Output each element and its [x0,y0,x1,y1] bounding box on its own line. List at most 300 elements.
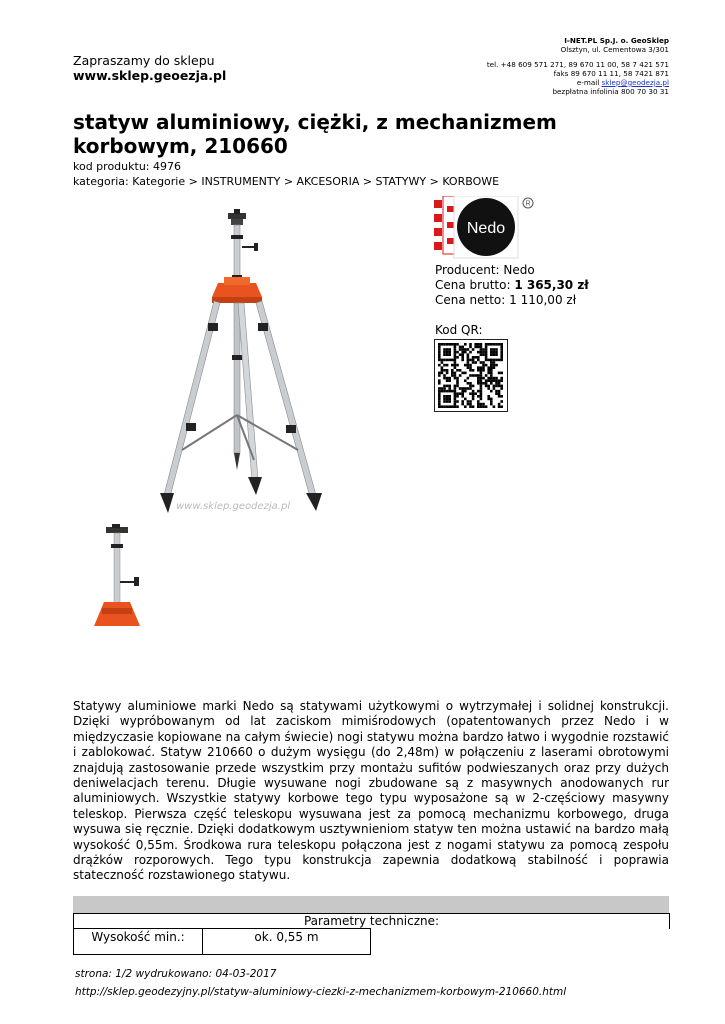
watermark: www.sklep.geodezja.pl [176,501,291,512]
qr-module [467,361,470,364]
qr-module [438,372,441,375]
qr-module [446,343,449,346]
qr-module [474,374,477,377]
qr-module [459,387,462,390]
qr-module [461,392,464,395]
qr-module [446,353,449,356]
qr-module [438,364,441,367]
qr-module [459,348,462,351]
qr-module [480,395,483,398]
qr-module [467,366,470,369]
qr-module [448,353,451,356]
qr-module [495,353,498,356]
qr-module [469,374,472,377]
qr-module [498,390,501,393]
qr-module [477,346,480,349]
qr-module [500,377,503,380]
qr-module [498,392,501,395]
qr-module [490,400,493,403]
qr-module [480,366,483,369]
qr-module [448,359,451,362]
qr-module [454,372,457,375]
qr-module [438,374,441,377]
qr-module [487,379,490,382]
qr-module [477,395,480,398]
qr-module [454,398,457,401]
qr-module [485,346,488,349]
qr-module [480,343,483,346]
qr-module [456,405,459,408]
company-infoline: bezpłatna infolinia 800 70 30 31 [552,86,669,96]
qr-module [456,369,459,372]
qr-module [448,390,451,393]
qr-module [443,400,446,403]
qr-module [456,379,459,382]
qr-module [493,361,496,364]
qr-module [467,387,470,390]
qr-module [490,364,493,367]
product-title: statyw aluminiowy, ciężki, z mechanizmem korbowym, 210660 [73,110,557,158]
qr-module [441,369,444,372]
qr-module [493,405,496,408]
params-header-bar [73,896,669,913]
qr-module [474,361,477,364]
qr-module [461,395,464,398]
producer-line: Producent: Nedo [435,263,535,277]
qr-code [434,339,508,412]
qr-module [480,379,483,382]
qr-module [467,400,470,403]
qr-module [446,405,449,408]
qr-module [472,392,475,395]
company-info [487,37,669,96]
print-footer [75,965,566,1001]
qr-module [443,398,446,401]
qr-module [446,385,449,388]
qr-module [472,369,475,372]
qr-module [438,392,441,395]
qr-module [477,343,480,346]
qr-module [482,351,485,354]
qr-module [446,398,449,401]
qr-module [443,390,446,393]
qr-module [498,382,501,385]
qr-module [456,351,459,354]
qr-module [451,359,454,362]
qr-module [469,369,472,372]
qr-module [461,390,464,393]
qr-module [482,348,485,351]
email-link[interactable]: sklep@geodezja.pl [601,77,669,87]
nedo-logo [434,196,538,262]
qr-module [438,359,441,362]
qr-module [461,359,464,362]
qr-module [485,356,488,359]
qr-module [493,379,496,382]
qr-module [467,353,470,356]
qr-module [480,377,483,380]
qr-module [438,348,441,351]
qr-module [500,385,503,388]
qr-module [438,353,441,356]
qr-module [482,382,485,385]
qr-module [469,359,472,362]
qr-module [485,364,488,367]
qr-module [477,369,480,372]
qr-module [482,369,485,372]
qr-module [487,377,490,380]
qr-module [459,346,462,349]
qr-module [454,348,457,351]
qr-module [490,353,493,356]
qr-module [456,392,459,395]
gross-price-line: Cena brutto: 1 365,30 zł [435,278,589,292]
qr-module [500,372,503,375]
qr-module [467,356,470,359]
qr-module [477,374,480,377]
qr-module [469,351,472,354]
qr-module [448,343,451,346]
qr-module [454,359,457,362]
qr-module [456,364,459,367]
qr-module [490,390,493,393]
qr-module [443,359,446,362]
qr-module [456,343,459,346]
qr-module [480,382,483,385]
qr-module [443,364,446,367]
params-title: Parametry techniczne: [73,913,670,929]
param-label: Wysokość min.: [74,929,203,954]
qr-module [493,353,496,356]
qr-module [495,377,498,380]
qr-module [493,343,496,346]
qr-module [485,382,488,385]
qr-module [490,372,493,375]
qr-module [454,392,457,395]
qr-module [438,390,441,393]
qr-module [446,364,449,367]
qr-module [448,398,451,401]
qr-module [446,369,449,372]
qr-module [485,405,488,408]
product-thumbnail[interactable] [90,522,145,630]
qr-module [485,353,488,356]
qr-module [490,359,493,362]
qr-label: Kod QR: [435,323,483,337]
qr-module [456,356,459,359]
qr-module [441,387,444,390]
qr-module [438,356,441,359]
qr-module [498,385,501,388]
qr-module [443,369,446,372]
qr-module [456,395,459,398]
qr-module [482,364,485,367]
qr-module [493,385,496,388]
qr-module [441,366,444,369]
qr-module [456,385,459,388]
qr-module [441,343,444,346]
qr-module [443,374,446,377]
qr-module [456,382,459,385]
qr-module [477,377,480,380]
qr-module [464,390,467,393]
qr-module [461,387,464,390]
qr-module [500,351,503,354]
qr-module [500,405,503,408]
qr-module [448,379,451,382]
qr-module [459,392,462,395]
company-tel: tel. +48 609 571 271, 89 670 11 00, 58 7 421 571 [486,60,669,70]
qr-module [477,366,480,369]
qr-module [500,353,503,356]
qr-module [500,359,503,362]
qr-module [443,351,446,354]
qr-module [472,390,475,393]
qr-module [472,361,475,364]
qr-module [480,403,483,406]
shop-invite [73,53,226,83]
qr-module [477,359,480,362]
registered-mark: R [525,200,531,208]
qr-module [443,405,446,408]
qr-module [480,346,483,349]
qr-module [446,359,449,362]
qr-module [441,390,444,393]
footer-page-info: strona: 1/2 wydrukowano: 04-03-2017 [75,968,277,980]
qr-module [487,366,490,369]
qr-module [451,374,454,377]
qr-module [490,377,493,380]
qr-module [467,382,470,385]
qr-module [474,392,477,395]
qr-module [469,343,472,346]
qr-module [448,387,451,390]
qr-module [477,351,480,354]
qr-module [500,400,503,403]
qr-module [500,356,503,359]
qr-module [477,400,480,403]
qr-module [469,385,472,388]
qr-module [443,353,446,356]
qr-module [446,390,449,393]
qr-module [490,382,493,385]
qr-module [451,405,454,408]
qr-module [472,395,475,398]
qr-module [480,369,483,372]
qr-module [461,353,464,356]
qr-module [493,364,496,367]
qr-module [477,382,480,385]
qr-module [464,348,467,351]
qr-module [480,387,483,390]
qr-module [446,379,449,382]
company-address: Olsztyn, ul. Cementowa 3/301 [560,44,669,54]
qr-module [454,385,457,388]
product-category-breadcrumb: kategoria: Kategorie > INSTRUMENTY > AKCESORIA > STATYWY > KORBOWE [73,175,500,188]
qr-module [485,343,488,346]
qr-module [464,405,467,408]
qr-module [469,382,472,385]
qr-module [443,395,446,398]
qr-module [472,374,475,377]
qr-module [438,379,441,382]
qr-module [448,385,451,388]
qr-module [451,364,454,367]
qr-module [451,390,454,393]
qr-module [495,359,498,362]
qr-module [482,366,485,369]
qr-module [482,377,485,380]
qr-module [446,377,449,380]
qr-module [490,403,493,406]
qr-module [472,356,475,359]
qr-module [454,405,457,408]
qr-module [438,398,441,401]
qr-module [456,400,459,403]
qr-module [454,346,457,349]
qr-module [443,387,446,390]
qr-module [500,346,503,349]
qr-module [454,353,457,356]
qr-module [454,343,457,346]
qr-module [469,364,472,367]
product-meta [73,159,499,189]
qr-module [448,395,451,398]
qr-module [446,348,449,351]
producer-name: Nedo [503,263,535,277]
qr-module [441,372,444,375]
qr-module [487,343,490,346]
qr-module [487,385,490,388]
qr-module [451,369,454,372]
qr-module [454,403,457,406]
qr-module [480,374,483,377]
qr-module [482,405,485,408]
qr-module [438,346,441,349]
qr-module [485,379,488,382]
qr-module [461,351,464,354]
qr-module [482,403,485,406]
qr-module [498,395,501,398]
qr-module [480,372,483,375]
qr-module [480,348,483,351]
qr-module [487,398,490,401]
gross-price: 1 365,30 zł [514,278,589,292]
qr-module [490,379,493,382]
qr-module [441,361,444,364]
qr-module [467,377,470,380]
qr-module [443,385,446,388]
qr-module [487,395,490,398]
qr-module [495,379,498,382]
qr-module [493,351,496,354]
qr-module [477,405,480,408]
qr-module [490,366,493,369]
qr-module [451,372,454,375]
qr-module [493,366,496,369]
qr-module [438,405,441,408]
qr-module [438,400,441,403]
qr-module [485,385,488,388]
qr-module [454,395,457,398]
qr-module [438,382,441,385]
qr-module [480,390,483,393]
qr-module [493,377,496,380]
qr-module [464,343,467,346]
qr-module [464,351,467,354]
qr-module [490,348,493,351]
footer-url[interactable]: http://sklep.geodezyjny.pl/statyw-aluminiowy-ciezki-z-mechanizmem-korbowym-210660.html [75,986,567,998]
qr-module [495,351,498,354]
qr-module [490,398,493,401]
qr-module [487,359,490,362]
qr-module [461,372,464,375]
qr-module [500,395,503,398]
qr-module [469,392,472,395]
qr-module [490,369,493,372]
qr-module [464,398,467,401]
qr-module [443,348,446,351]
qr-module [495,385,498,388]
params-row [73,928,371,955]
qr-module [472,359,475,362]
qr-module [451,343,454,346]
qr-module [454,374,457,377]
qr-module [448,400,451,403]
qr-module [446,395,449,398]
qr-module [480,405,483,408]
qr-module [464,372,467,375]
qr-module [498,379,501,382]
price-info [435,263,589,308]
qr-module [493,359,496,362]
qr-module [474,343,477,346]
qr-module [498,372,501,375]
qr-module [487,372,490,375]
qr-module [477,390,480,393]
company-name: I-NET.PL Sp.J. o. GeoSklep [564,36,669,45]
qr-module [480,361,483,364]
qr-module [469,346,472,349]
qr-module [480,351,483,354]
qr-module [469,366,472,369]
qr-module [438,395,441,398]
product-main-image[interactable] [148,205,334,525]
qr-module [472,385,475,388]
qr-module [438,387,441,390]
qr-module [493,348,496,351]
qr-module [448,377,451,380]
shop-url-link[interactable]: www.sklep.geoezja.pl [73,68,227,83]
qr-module [477,356,480,359]
qr-module [454,364,457,367]
qr-module [454,351,457,354]
qr-module [487,387,490,390]
qr-module [441,405,444,408]
company-fax: faks 89 670 11 11, 58 7421 871 [553,69,669,79]
qr-module [480,398,483,401]
qr-module [446,400,449,403]
qr-module [474,346,477,349]
qr-module [498,343,501,346]
qr-module [464,364,467,367]
qr-module [495,364,498,367]
qr-module [467,364,470,367]
qr-module [464,387,467,390]
qr-module [454,356,457,359]
qr-module [461,348,464,351]
qr-module [485,374,488,377]
